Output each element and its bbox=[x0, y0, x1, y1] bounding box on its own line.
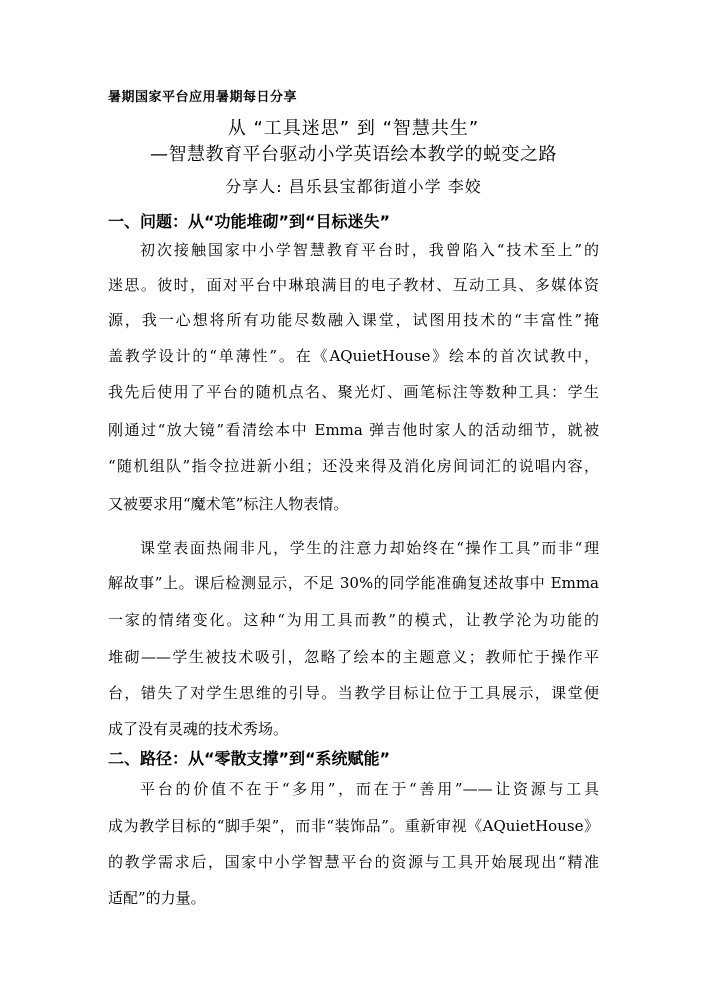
paragraph-line: 适配”的力量。 bbox=[108, 889, 206, 907]
section-2-heading: 二、路径：从“零散支撑”到“系统赋能” bbox=[108, 749, 391, 768]
paragraph-line: 堆砌——学生被技术吸引，忽略了绘本的主题意义；教师忙于操作平 bbox=[108, 648, 599, 666]
title-subtitle: —智慧教育平台驱动小学英语绘本教学的蜕变之路 bbox=[150, 144, 557, 165]
paragraph-line: 的教学需求后，国家中小学智慧平台的资源与工具开始展现出“精准 bbox=[108, 853, 599, 871]
paragraph-line: 迷思。彼时，面对平台中琳琅满目的电子教材、互动工具、多媒体资 bbox=[108, 276, 599, 294]
paragraph-line: “随机组队”指令拉进新小组；还没来得及消化房间词汇的说唱内容， bbox=[108, 457, 599, 475]
paragraph-line: 课堂表面热闹非凡，学生的注意力却始终在“操作工具”而非“理 bbox=[140, 539, 599, 557]
header-tag: 暑期国家平台应用暑期每日分享 bbox=[108, 90, 298, 105]
paragraph-line: 源，我一心想将所有功能尽数融入课堂，试图用技术的“丰富性”掩 bbox=[108, 311, 599, 329]
paragraph-line: 平台的价值不在于“多用”，而在于“善用”——让资源与工具 bbox=[140, 780, 599, 798]
paragraph-line: 刚通过“放大镜”看清绘本中 Emma 弹吉他时家人的活动细节，就被 bbox=[108, 421, 599, 439]
paragraph-line: 一家的情绪变化。这种“为用工具而教”的模式，让教学沦为功能的 bbox=[108, 611, 599, 629]
paragraph-line: 盖教学设计的“单薄性”。在《AQuietHouse》绘本的首次试教中， bbox=[108, 347, 599, 365]
paragraph-line: 初次接触国家中小学智慧教育平台时，我曾陷入“技术至上”的 bbox=[140, 241, 599, 259]
title-main: 从 “工具迷思” 到 “智慧共生” bbox=[227, 118, 480, 139]
author-line: 分享人: 昌乐县宝都街道小学 李姣 bbox=[225, 177, 482, 196]
paragraph-line: 成为教学目标的“脚手架”，而非“装饰品”。重新审视《AQuietHouse》 bbox=[108, 817, 599, 835]
paragraph-line: 解故事”上。课后检测显示，不足 30%的同学能准确复述故事中 Emma bbox=[108, 574, 599, 592]
paragraph-line: 成了没有灵魂的技术秀场。 bbox=[108, 720, 289, 738]
section-1-heading: 一、问题：从“功能堆砌”到“目标迷失” bbox=[108, 212, 391, 231]
paragraph-line: 又被要求用“魔术笔”标注人物表情。 bbox=[108, 495, 349, 513]
paragraph-line: 我先后使用了平台的随机点名、聚光灯、画笔标注等数种工具：学生 bbox=[108, 383, 599, 401]
paragraph-line: 台，错失了对学生思维的引导。当教学目标让位于工具展示，课堂便 bbox=[108, 684, 599, 702]
